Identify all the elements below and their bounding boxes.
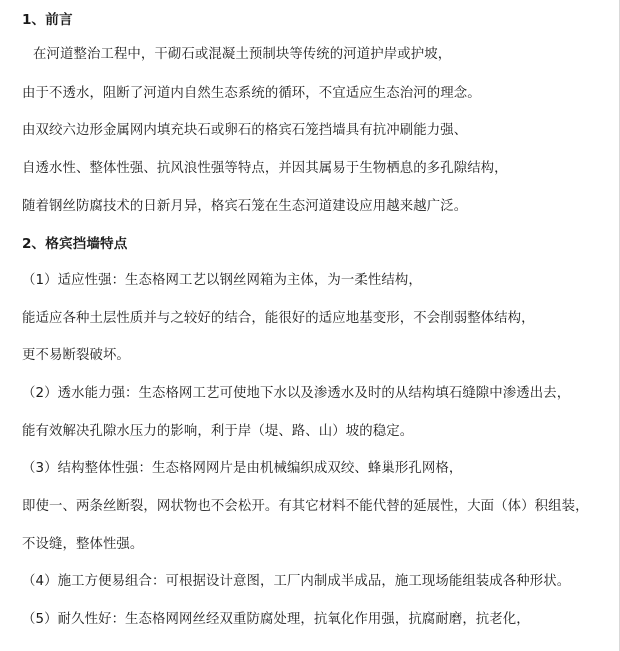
paragraph-line: 随着钢丝防腐技术的日新月异，格宾石笼在生态河道建设应用越来越广泛。 [22, 199, 468, 214]
paragraph-line: 在河道整治工程中，干砌石或混凝土预制块等传统的河道护岸或护坡， [33, 47, 452, 62]
section-heading-features: 2、格宾挡墙特点 [22, 236, 128, 252]
paragraph-line: 更不易断裂破坏。 [22, 348, 130, 363]
list-item: （2）透水能力强：生态格网工艺可使地下水以及渗透水及时的从结构填石缝隙中渗透出去， [22, 386, 571, 401]
paragraph-line: 能有效解决孔隙水压力的影响，利于岸（堤、路、山）坡的稳定。 [22, 424, 414, 439]
list-item: （4）施工方便易组合：可根据设计意图，工厂内制成半成品，施工现场能组装成各种形状。 [22, 574, 571, 589]
section-heading-preface: 1、前言 [22, 12, 73, 28]
paragraph-line: 自透水性、整体性强、抗风浪性强等特点，并因其属易于生物栖息的多孔隙结构， [22, 161, 508, 176]
paragraph-line: 由双绞六边形金属网内填充块石或卵石的格宾石笼挡墙具有抗冲刷能力强、 [22, 123, 468, 138]
list-item: （3）结构整体性强：生态格网网片是由机械编织成双绞、蜂巢形孔网格， [22, 461, 463, 476]
list-item: （1）适应性强：生态格网工艺以钢丝网箱为主体，为一柔性结构， [22, 273, 422, 288]
paragraph-line: 能适应各种土层性质并与之较好的结合，能很好的适应地基变形，不会削弱整体结构， [22, 311, 535, 326]
paragraph-line: 即使一、两条丝断裂，网状物也不会松开。有其它材料不能代替的延展性，大面（体）积组装， [22, 499, 589, 514]
paragraph-line: 不设缝，整体性强。 [22, 537, 144, 552]
paragraph-line: 由于不透水，阻断了河道内自然生态系统的循环，不宜适应生态治河的理念。 [22, 86, 481, 101]
list-item: （5）耐久性好：生态格网网丝经双重防腐处理，抗氧化作用强，抗腐耐磨，抗老化， [22, 612, 530, 627]
